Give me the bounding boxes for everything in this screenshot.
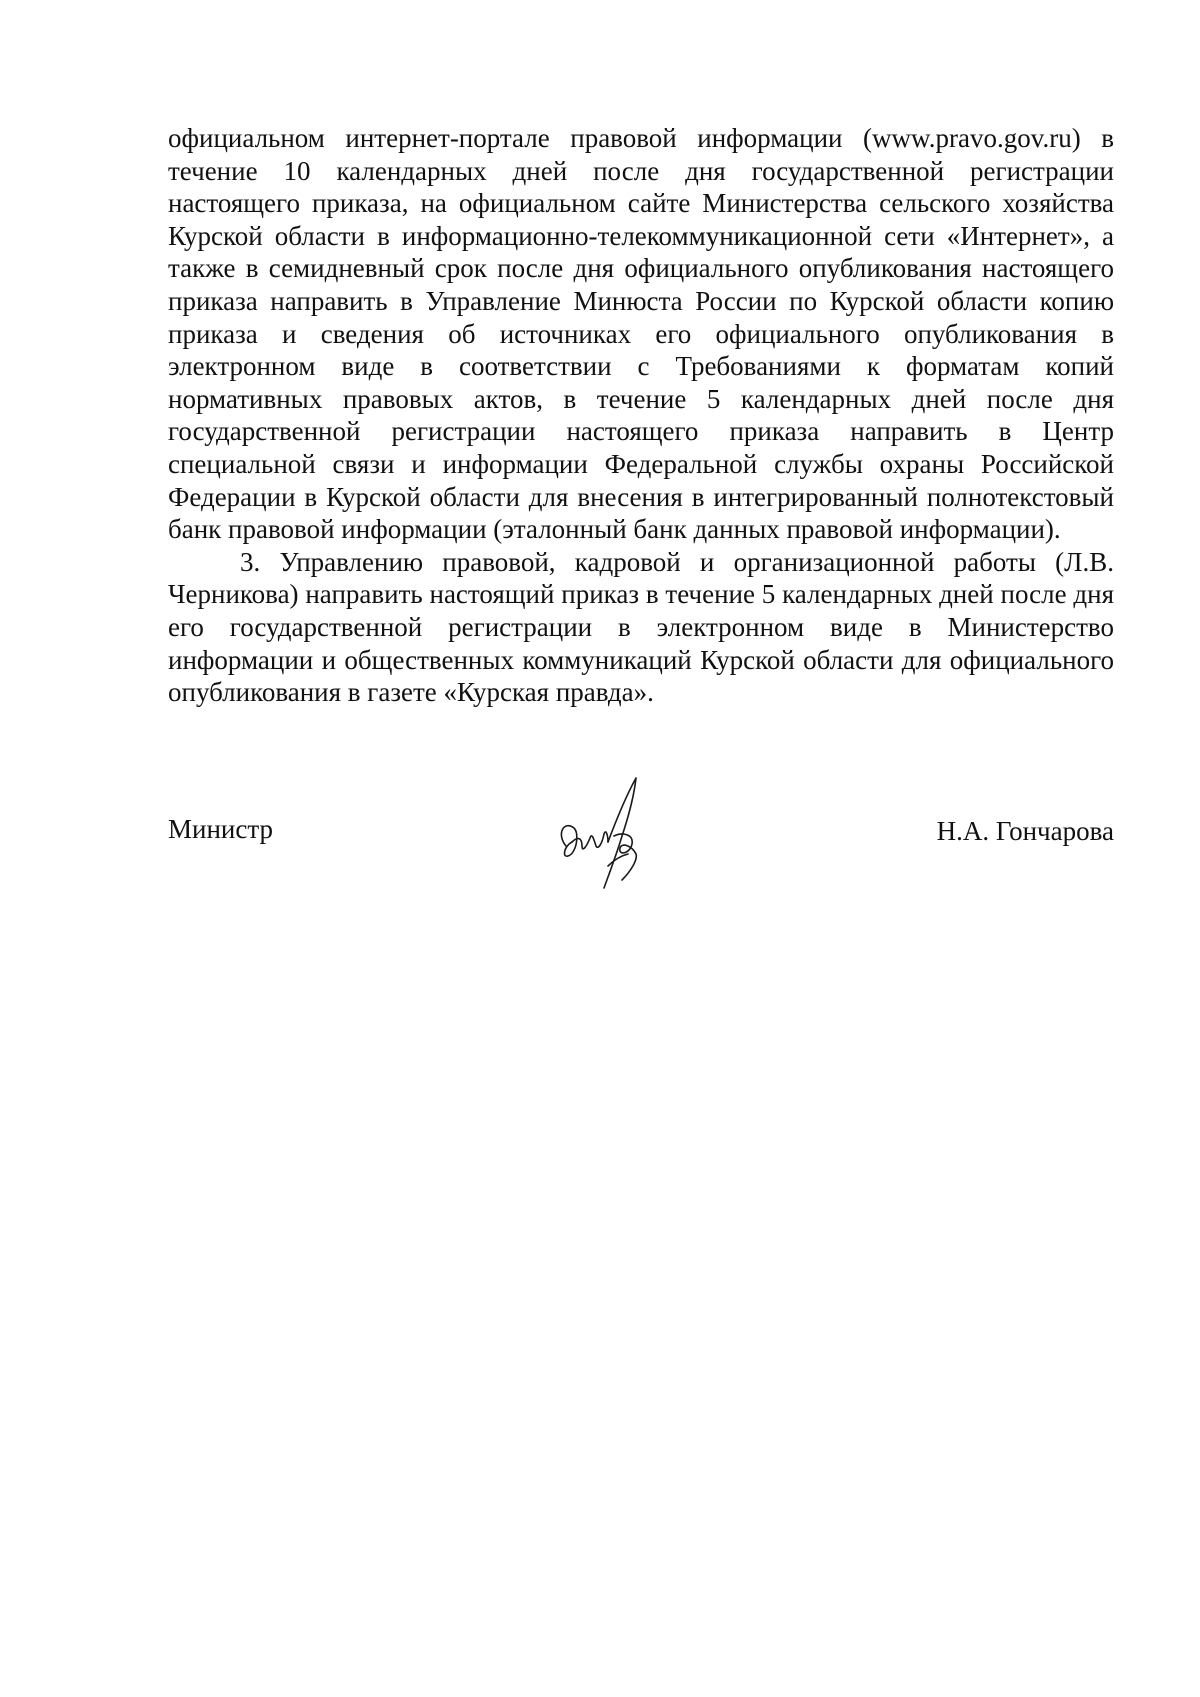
handwritten-signature-icon	[548, 776, 678, 906]
signatory-name: Н.А. Гончарова	[936, 816, 1114, 846]
paragraph-continuation: официальном интернет-портале правовой информации (www.pravo.gov.ru) в течение 10 календарных дней после дня государственной регистрации настоящего приказа, на официальном сайте Министерства сельского хозяйства Курской области в информационно-телекоммуникационной сети «Интернет», а также в семидневный срок после дня официального опубликования настоящего приказа направить в Управление Минюста России по Курской области копию приказа и сведения об источниках его официального опубликования в электронном виде в соответствии с Требованиями к форматам копий нормативных правовых актов, в течение 5 календарных дней после дня государственной регистрации настоящего приказа направить в Центр специальной связи и информации Федеральной службы охраны Российской Федерации в Курской области для внесения в интегрированный полнотекстовый банк правовой информации (эталонный банк данных правовой информации).	[168, 123, 1114, 545]
signature-block	[168, 776, 1114, 916]
document-body	[168, 122, 1114, 709]
paragraph-3: 3. Управлению правовой, кадровой и организационной работы (Л.В. Черникова) направить настоящий приказ в течение 5 календарных дней после дня его государственной регистрации в электронном виде в Министерство информации и общественных коммуникаций Курской области для официального опубликования в газете «Курская правда».	[168, 546, 1114, 708]
signatory-title: Министр	[168, 814, 273, 844]
